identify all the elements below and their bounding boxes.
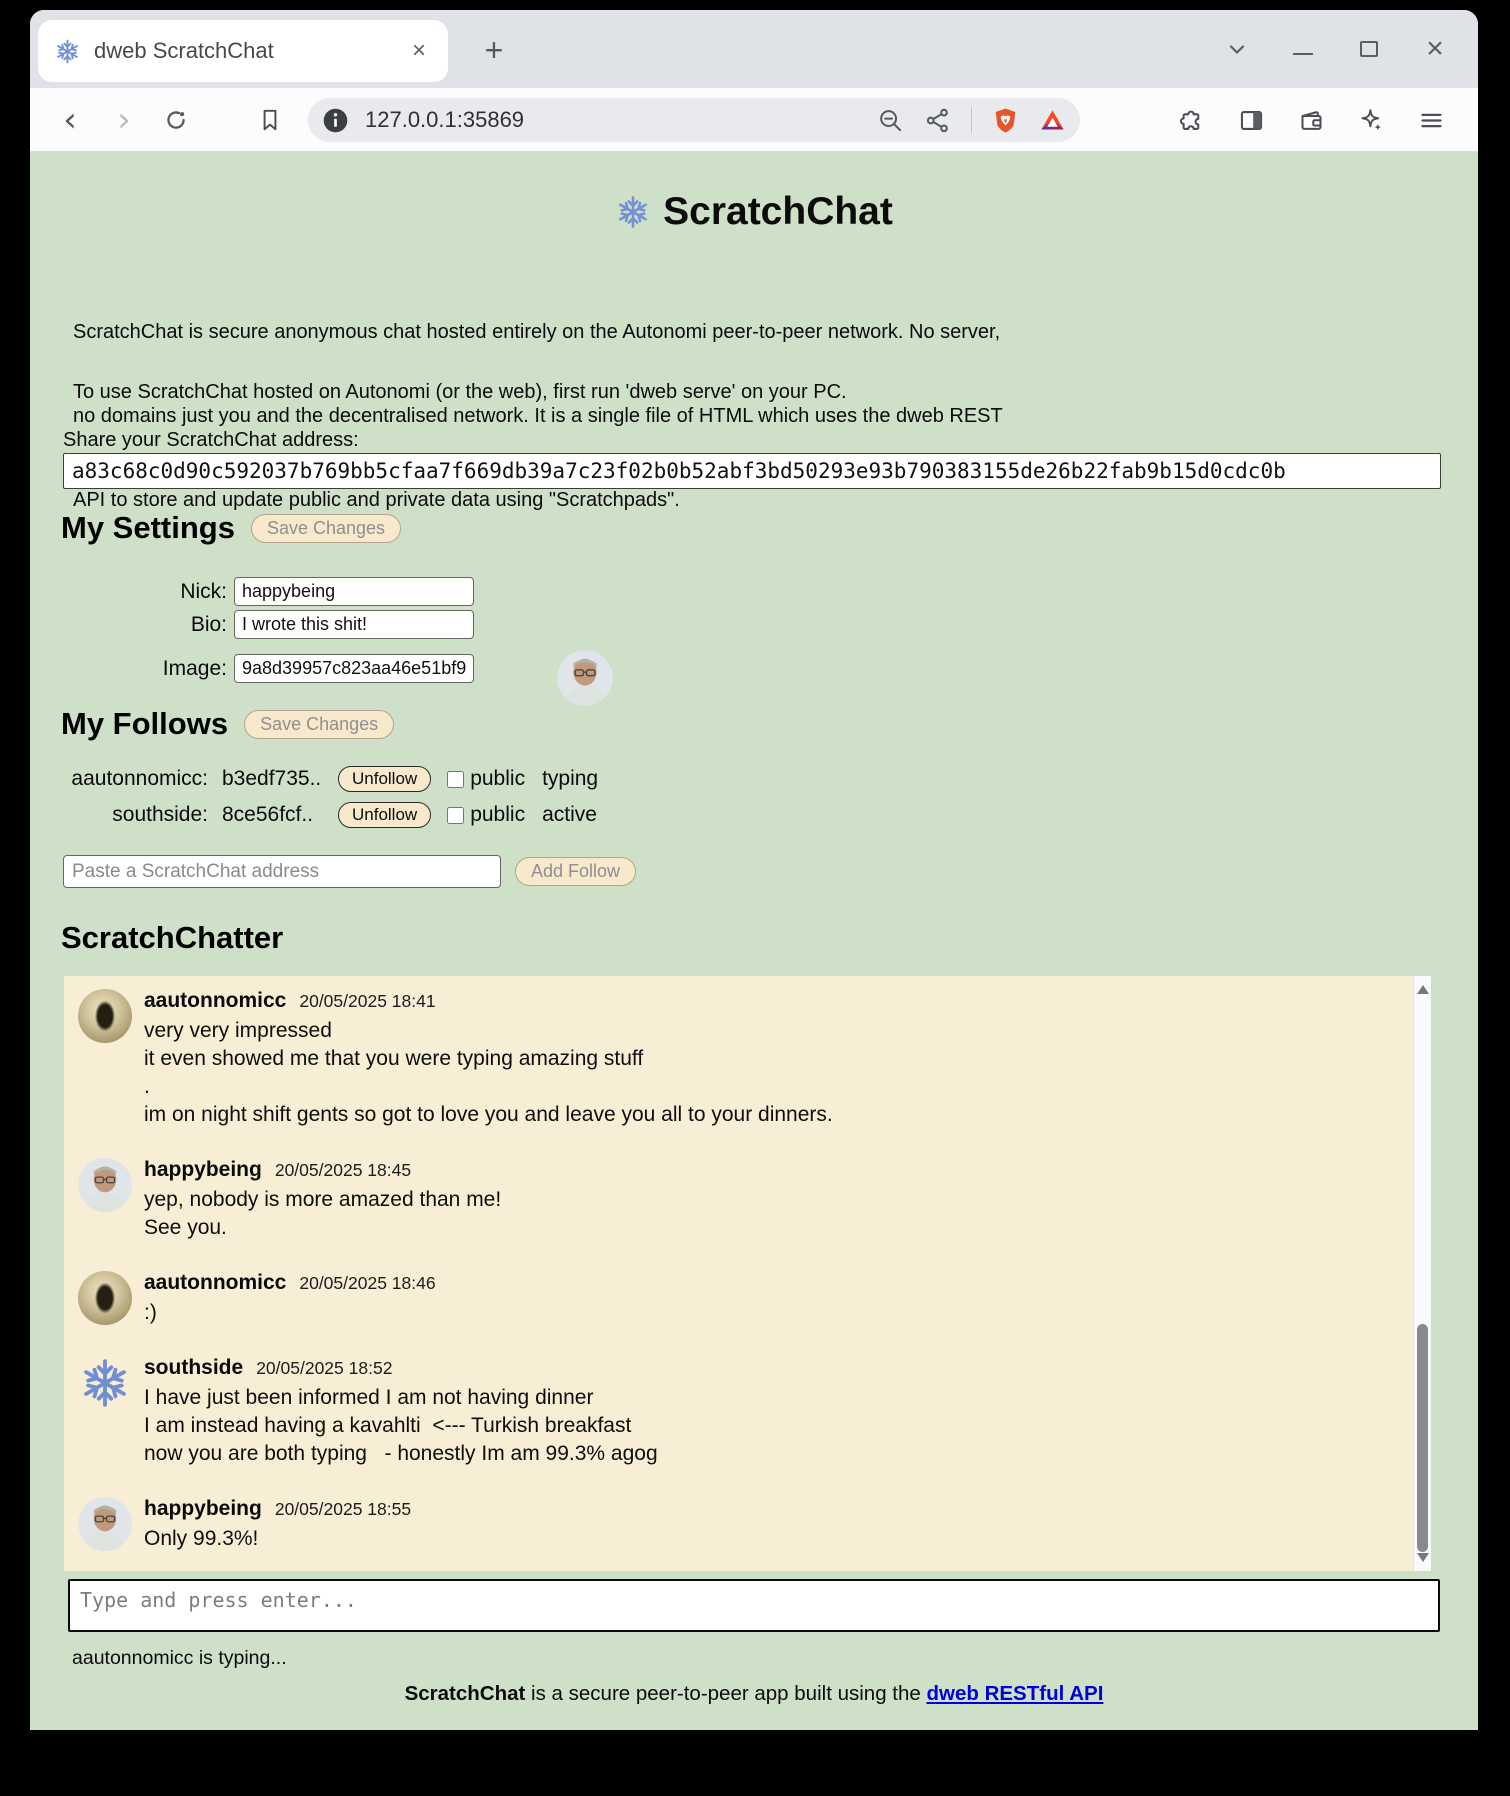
message-line: yep, nobody is more amazed than me! [144, 1188, 502, 1211]
settings-section-header [61, 510, 401, 546]
follow-name: southside: [112, 803, 208, 826]
browser-toolbar [30, 88, 1478, 152]
intro-line: ScratchChat is secure anonymous chat hosted entirely on the Autonomi peer-to-peer network. No server, [73, 321, 1001, 343]
browser-window [30, 10, 1478, 1730]
nick-label: Nick: [180, 579, 227, 603]
wallet-icon [1298, 107, 1325, 134]
reload-button[interactable] [158, 102, 194, 138]
share-address-label: Share your ScratchChat address: [63, 429, 359, 451]
url-text: 127.0.0.1:35869 [365, 107, 525, 132]
bio-row [30, 610, 474, 639]
message-line: now you are both typing - honestly Im am 99.3% agog [144, 1442, 658, 1465]
image-label: Image: [162, 656, 227, 680]
message-line: very very impressed [144, 1019, 332, 1042]
message-timestamp: 20/05/2025 18:41 [299, 991, 436, 1011]
maximize-button[interactable] [1348, 28, 1390, 70]
leo-ai-button[interactable] [1354, 102, 1388, 138]
message-author: happybeing [144, 1497, 262, 1520]
message-line: Only 99.3%! [144, 1527, 259, 1550]
minimize-button[interactable] [1282, 28, 1324, 70]
intro-line: API to store and update public and private data using "Scratchpads". [73, 489, 680, 511]
chatter-heading: ScratchChatter [61, 920, 284, 955]
url-bar[interactable] [308, 98, 1080, 142]
footer-app-name: ScratchChat [404, 1682, 526, 1705]
hamburger-icon [1418, 107, 1445, 134]
scrollbar-thumb[interactable] [1417, 1324, 1428, 1552]
image-row [30, 654, 474, 683]
public-label: public [470, 767, 526, 790]
chat-message-list[interactable] [63, 975, 1432, 1572]
chatter-section-header [61, 920, 283, 956]
snowflake-icon [78, 1356, 132, 1410]
minimize-icon [1293, 53, 1313, 55]
brave-shields-icon[interactable] [992, 107, 1019, 134]
extensions-button[interactable] [1174, 102, 1208, 138]
add-follow-input[interactable] [63, 855, 501, 888]
settings-save-button[interactable]: Save Changes [251, 514, 401, 543]
aautonnomicc-avatar [78, 989, 132, 1043]
happybeing-avatar [557, 650, 613, 706]
happybeing-avatar [78, 1158, 132, 1212]
new-tab-button[interactable]: + [484, 31, 504, 68]
forward-icon: › [117, 100, 131, 140]
follow-address: 8ce56fcf.. [222, 803, 314, 826]
follows-save-button[interactable]: Save Changes [244, 710, 394, 739]
aautonnomicc-avatar [78, 1271, 132, 1325]
window-controls [1216, 27, 1456, 71]
bookmark-icon [257, 107, 283, 133]
close-icon: × [1426, 32, 1444, 65]
back-button[interactable] [52, 102, 88, 138]
unfollow-button[interactable]: Unfollow [338, 802, 431, 828]
intro-line: no domains just you and the decentralised network. It is a single file of HTML which uses the dweb REST [73, 405, 1003, 427]
reload-icon [163, 107, 189, 133]
message-line: See you. [144, 1216, 227, 1239]
tab-close-icon[interactable]: × [411, 37, 426, 64]
add-follow-row [63, 855, 636, 888]
usage-paragraph: To use ScratchChat hosted on Autonomi (or the web), first run 'dweb serve' on your PC. [73, 381, 847, 403]
page-footer [30, 1682, 1478, 1706]
tab-search-icon[interactable] [1216, 28, 1258, 70]
follow-row [63, 766, 598, 792]
tab-bar [30, 10, 1478, 88]
chat-scrollbar[interactable] [1413, 976, 1431, 1571]
message-line: im on night shift gents so got to love you and leave you all to your dinners. [144, 1103, 833, 1126]
message-line: :) [144, 1301, 157, 1324]
tab-title: dweb ScratchChat [94, 38, 274, 63]
nick-input[interactable] [234, 577, 474, 606]
close-button[interactable] [1414, 28, 1456, 70]
message-timestamp: 20/05/2025 18:55 [274, 1499, 412, 1519]
app-title: ScratchChat [663, 190, 893, 233]
urlbar-actions [877, 107, 1067, 134]
chat-messages [64, 976, 1412, 1571]
typing-indicator: aautonnomicc is typing... [72, 1647, 287, 1669]
wallet-button[interactable] [1294, 102, 1328, 138]
chat-message [78, 1271, 1402, 1327]
message-line: it even showed me that you were typing amazing stuff [144, 1047, 644, 1070]
chat-message [78, 1158, 1402, 1242]
public-checkbox[interactable] [447, 807, 464, 824]
bookmark-button[interactable] [252, 102, 288, 138]
message-author: southside [144, 1356, 244, 1379]
message-timestamp: 20/05/2025 18:46 [299, 1273, 436, 1293]
happybeing-avatar [78, 1497, 132, 1551]
sparkle-icon [1358, 107, 1385, 134]
bio-label: Bio: [190, 612, 227, 636]
maximize-icon [1360, 41, 1378, 57]
puzzle-icon [1178, 107, 1205, 134]
follow-address: b3edf735.. [222, 767, 322, 790]
scroll-up-icon[interactable] [1417, 985, 1429, 994]
chat-message [78, 1356, 1402, 1468]
message-author: happybeing [144, 1158, 262, 1181]
scratchchat-logo-icon [54, 38, 81, 65]
browser-tab[interactable] [38, 20, 448, 82]
message-line: . [144, 1075, 150, 1098]
brave-rewards-icon[interactable] [1039, 107, 1066, 134]
follow-status: typing [542, 767, 599, 790]
sidebar-icon [1238, 107, 1265, 134]
bio-input[interactable] [234, 610, 474, 639]
forward-button[interactable] [106, 102, 142, 138]
back-icon: ‹ [63, 100, 77, 140]
add-follow-button[interactable]: Add Follow [515, 857, 636, 886]
menu-button[interactable] [1414, 102, 1448, 138]
footer-text: is a secure peer-to-peer app built using the [525, 1682, 927, 1705]
public-label: public [470, 803, 526, 826]
message-timestamp: 20/05/2025 18:52 [256, 1358, 393, 1378]
toolbar-right [1174, 102, 1448, 138]
dweb-api-link[interactable]: dweb RESTful API [926, 1682, 1104, 1705]
public-checkbox[interactable] [447, 771, 464, 788]
scratchchat-page [30, 152, 1478, 1730]
follow-row [63, 802, 597, 828]
divider [971, 107, 973, 133]
sidebar-button[interactable] [1234, 102, 1268, 138]
southside-avatar [78, 1356, 132, 1410]
follow-status: active [542, 803, 597, 826]
scroll-down-icon[interactable] [1417, 1553, 1429, 1562]
message-author: aautonnomicc [144, 989, 287, 1012]
chat-message [78, 989, 1402, 1129]
message-line: I have just been informed I am not having dinner [144, 1386, 594, 1409]
message-author: aautonnomicc [144, 1271, 287, 1294]
snowflake-icon [615, 194, 651, 230]
chat-message [78, 1497, 1402, 1553]
nick-row [30, 577, 474, 606]
follow-name: aautonnomicc: [71, 767, 208, 790]
follows-section-header [61, 706, 394, 742]
zoom-out-icon[interactable] [877, 107, 904, 134]
settings-heading: My Settings [61, 510, 235, 545]
image-input[interactable] [234, 654, 474, 683]
chat-message-input[interactable] [68, 1579, 1440, 1632]
share-icon[interactable] [924, 107, 951, 134]
unfollow-button[interactable]: Unfollow [338, 766, 431, 792]
message-timestamp: 20/05/2025 18:45 [274, 1160, 412, 1180]
page-title [30, 190, 1478, 234]
share-address-input[interactable] [63, 453, 1441, 489]
follows-heading: My Follows [61, 706, 229, 741]
user-avatar [557, 650, 613, 706]
message-line: I am instead having a kavahlti <--- Turkish breakfast [144, 1414, 632, 1437]
site-info-icon[interactable] [322, 107, 349, 134]
